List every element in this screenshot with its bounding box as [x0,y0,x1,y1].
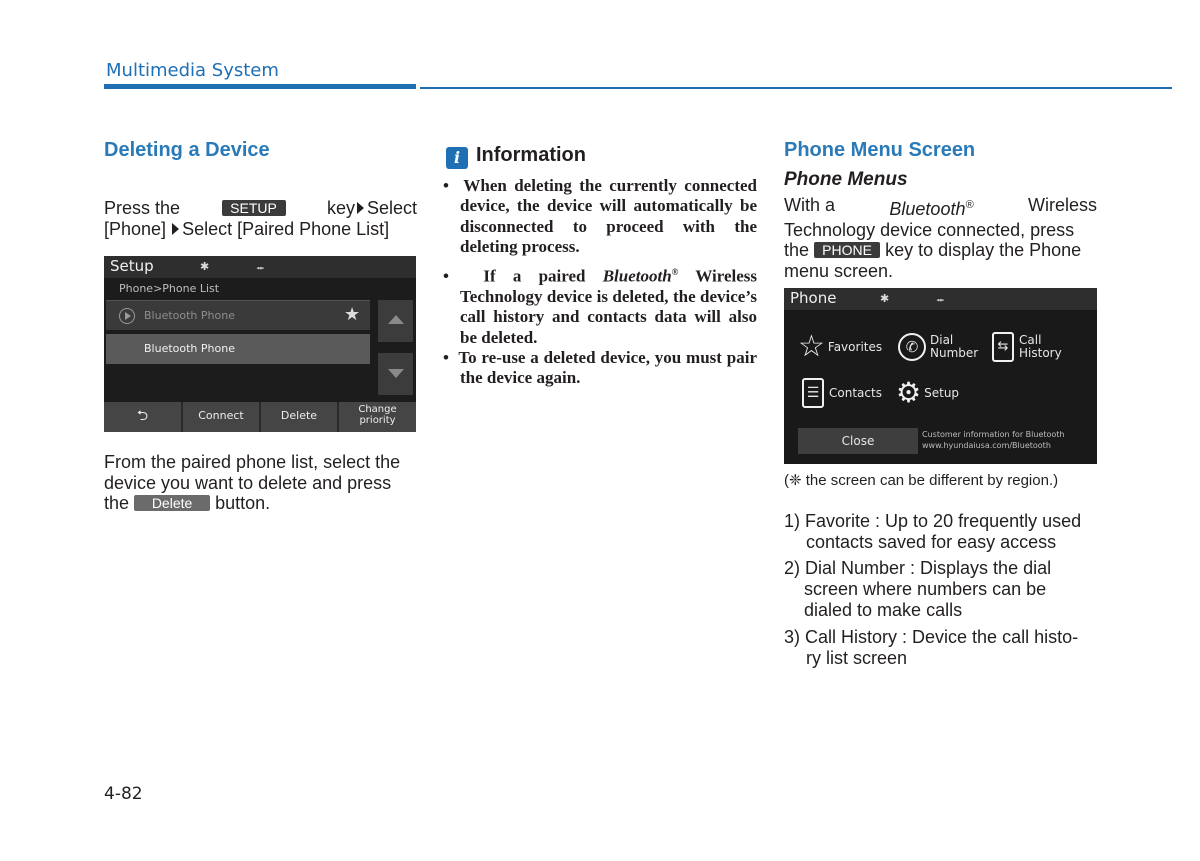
list-item-label: Bluetooth Phone [144,342,235,355]
bluetooth-icon: ✱ [880,292,890,305]
instr-press: Press the [104,198,181,218]
star-outline-icon: ☆ [798,329,825,364]
phone-handset-icon: ✆ [898,333,926,361]
list-path: Phone>Phone List [119,282,220,295]
information-heading: i Information [446,144,586,169]
screen-status-bar [784,288,1097,310]
setup-key-badge: SETUP [222,200,286,216]
instr-key: key [326,198,355,218]
instr-select-paired: Select [Paired Phone List] [182,218,390,239]
screen-button-bar [104,402,416,432]
customer-info: Customer information for Bluetooth www.hyundaiusa.com/Bluetooth [922,430,1065,450]
list-item[interactable] [106,300,370,330]
scroll-up-button[interactable] [378,300,413,342]
connect-button[interactable]: Connect [183,402,259,432]
heading-phone-menu-screen: Phone Menu Screen [784,139,976,161]
dial-number-menu[interactable]: ✆ Dial Number [898,330,978,364]
arrow-icon [357,202,364,214]
back-button[interactable] [104,402,181,432]
phone-intro-text: With a Bluetooth® Wireless Technology device connected, press the PHONE key to display the Phone menu screen. [784,195,1097,281]
contacts-icon: ☰ [802,378,824,408]
info-icon: i [446,147,468,169]
screen-title: Phone [790,289,837,307]
delete-key-badge: Delete [134,495,210,511]
screen-title: Setup [110,257,154,275]
arrow-down-icon [388,369,404,378]
arrow-up-icon [388,315,404,324]
star-icon: ★ [344,304,361,325]
heading-deleting-device: Deleting a Device [104,139,270,161]
phone-screen [784,288,1097,464]
list-item-call-history: 3) Call History : Device the call histo- ry list screen [784,627,1079,668]
change-priority-button[interactable]: Change priority [339,402,416,432]
contacts-menu[interactable]: ☰ Contacts [802,376,882,410]
screen-status-bar [104,256,416,278]
list-item-dial-number: 2) Dial Number : Displays the dial screen where numbers can be dialed to make calls [784,558,1052,620]
info-bullet: • To re-use a deleted device, you must pair the device again. [443,348,758,388]
delete-button[interactable]: Delete [261,402,337,432]
arrow-icon [172,223,179,235]
info-bullet: • If a paired Bluetooth® Wireless Technology device is deleted, the device’s call history and contacts data will also be deleted. [443,266,758,347]
header-rule-thick [104,84,416,89]
favorites-menu[interactable]: ☆ Favorites [798,329,883,364]
region-note: (❈ the screen can be different by region.) [784,472,1059,489]
instr-phone: [Phone] [104,218,167,239]
page-number: 4-82 [104,784,143,804]
list-item-label: Bluetooth Phone [144,309,235,322]
play-icon [119,308,135,324]
close-button[interactable]: Close [798,428,918,454]
call-history-icon: ⇆ [992,332,1014,362]
header-rule-thin [420,87,1172,89]
instr-select: Select [366,198,417,218]
instruction-text [104,198,417,239]
back-icon: ⮌ [136,408,149,424]
info-bullet: • When deleting the currently connected device, the device will automatically be disconnected to proceed with the deleting process. [443,176,757,256]
bluetooth-icon: ✱ [200,260,210,273]
list-item-favorite: 1) Favorite : Up to 20 frequently used contacts saved for easy access [784,511,1082,552]
after-screen-text: From the paired phone list, select the device you want to delete and press the Delete button. [104,452,401,513]
scroll-down-button[interactable] [378,353,413,395]
call-history-menu[interactable]: ⇆ Call History [992,330,1062,364]
setup-menu[interactable]: ⚙ Setup [896,376,960,409]
list-item[interactable] [106,334,370,364]
phone-key-badge: PHONE [814,242,880,258]
usb-icon: ⭺ [256,262,265,275]
subheading-phone-menus: Phone Menus [784,169,908,190]
usb-icon: ⭺ [936,294,945,307]
running-header: Multimedia System [106,60,279,81]
setup-screen [104,256,416,432]
gear-icon: ⚙ [896,376,922,409]
